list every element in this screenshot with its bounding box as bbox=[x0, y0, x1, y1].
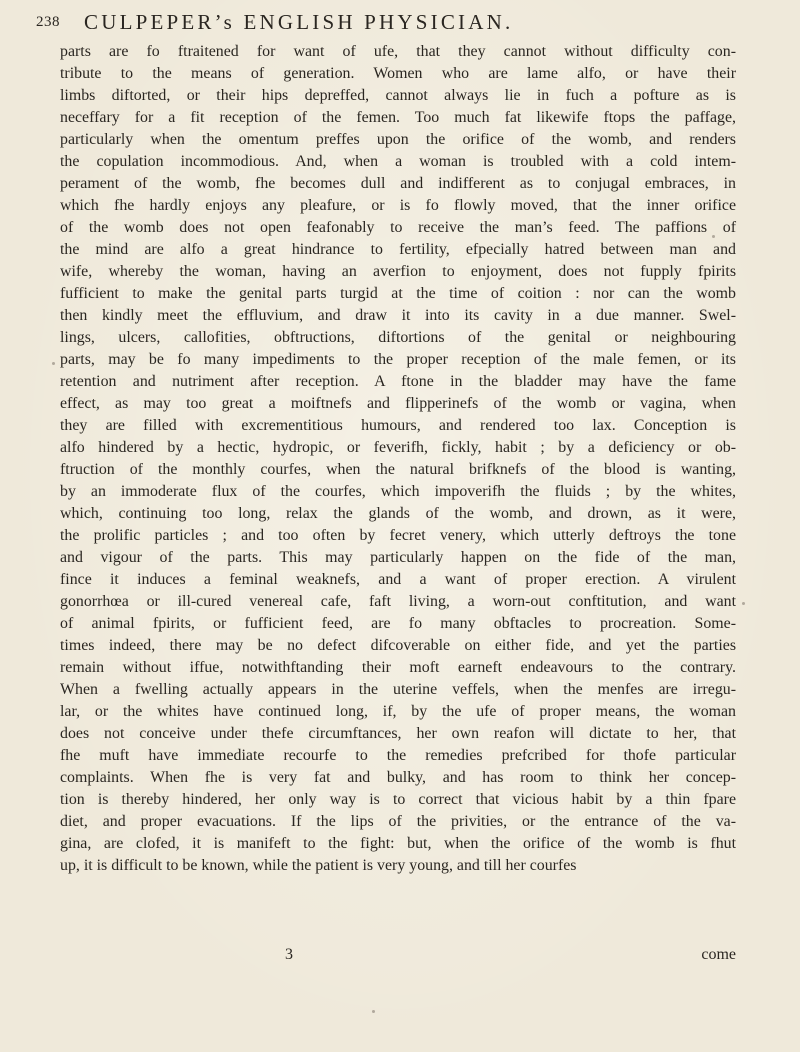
body-text bbox=[60, 41, 736, 877]
text-line: gonorrhœa or ill-cured venereal cafe, faft living, a worn-out conftitution, and want bbox=[60, 593, 736, 610]
text-line: and vigour of the parts. This may particularly happen on the fide of the man, bbox=[60, 549, 736, 566]
text-line: by an immoderate flux of the courfes, which impoverifh the fluids ; by the whites, bbox=[60, 483, 736, 500]
text-line: fhe muft have immediate recourfe to the remedies prefcribed for thofe particular bbox=[60, 747, 736, 764]
page-number: 238 bbox=[36, 14, 60, 30]
text-line: retention and nutriment after reception. A ftone in the bladder may have the fame bbox=[60, 373, 736, 390]
text-line: particularly when the omentum preffes upon the orifice of the womb, and renders bbox=[60, 131, 736, 148]
paper-speck bbox=[52, 362, 55, 365]
paper-speck bbox=[742, 602, 745, 605]
text-line: tribute to the means of generation. Women who are lame alfo, or have their bbox=[60, 65, 736, 82]
text-line: the copulation incommodious. And, when a woman is troubled with a cold intem- bbox=[60, 153, 736, 170]
text-line: the prolific particles ; and too often by fecret venery, which utterly deftroys the tone bbox=[60, 527, 736, 544]
text-line: which fhe hardly enjoys any pleafure, or is fo flowly moved, that the inner orifice bbox=[60, 197, 736, 214]
text-line: does not conceive under thefe circumftances, her own reafon will dictate to her, that bbox=[60, 725, 736, 742]
text-line: neceffary for a fit reception of the femen. Too much fat likewife ftops the paffage, bbox=[60, 109, 736, 126]
text-line: diet, and proper evacuations. If the lips of the privities, or the entrance of the va- bbox=[60, 813, 736, 830]
text-line: limbs diftorted, or their hips depreffed, cannot always lie in fuch a pofture as is bbox=[60, 87, 736, 104]
text-line: times indeed, there may be no defect difcoverable on either fide, and yet the parties bbox=[60, 637, 736, 654]
text-line: complaints. When fhe is very fat and bulky, and has room to think her concep- bbox=[60, 769, 736, 786]
text-line: tion is thereby hindered, her only way is to correct that vicious habit by a thin fpare bbox=[60, 791, 736, 808]
text-line: of the womb does not open feafonably to receive the man’s feed. The paffions of bbox=[60, 219, 736, 236]
text-line: gina, are clofed, it is manifeft to the fight: but, when the orifice of the womb is fhut bbox=[60, 835, 736, 852]
text-line: remain without iffue, notwithftanding their moft earneft endeavours to the contrary. bbox=[60, 659, 736, 676]
text-line: ftruction of the monthly courfes, when the natural brifknefs of the blood is wanting, bbox=[60, 461, 736, 478]
text-line: wife, whereby the woman, having an averfion to enjoyment, does not fupply fpirits bbox=[60, 263, 736, 280]
page-header bbox=[36, 10, 726, 36]
text-line: fufficient to make the genital parts turgid at the time of coition : nor can the womb bbox=[60, 285, 736, 302]
text-line: the mind are alfo a great hindrance to fertility, efpecially hatred between man and bbox=[60, 241, 736, 258]
text-line: then kindly meet the effluvium, and draw it into its cavity in a due manner. Swel- bbox=[60, 307, 736, 324]
paper-speck bbox=[372, 1010, 375, 1013]
paper-speck bbox=[712, 235, 715, 238]
signature-mark: 3 bbox=[285, 946, 293, 963]
text-line: parts, may be fo many impediments to the proper reception of the male femen, or its bbox=[60, 351, 736, 368]
text-line: fince it induces a feminal weaknefs, and a want of proper erection. A virulent bbox=[60, 571, 736, 588]
running-head: CULPEPER’s ENGLISH PHYSICIAN. bbox=[84, 10, 514, 34]
text-line: lings, ulcers, callofities, obftructions, diftortions of the genital or neighbouring bbox=[60, 329, 736, 346]
text-line: alfo hindered by a hectic, hydropic, or feverifh, fickly, habit ; by a deficiency or ob- bbox=[60, 439, 736, 456]
text-line: of animal fpirits, or fufficient feed, are fo many obftacles to procreation. Some- bbox=[60, 615, 736, 632]
text-line: When a fwelling actually appears in the uterine veffels, when the menfes are irregu- bbox=[60, 681, 736, 698]
text-line: perament of the womb, fhe becomes dull and indifferent as to conjugal embraces, in bbox=[60, 175, 736, 192]
text-line: parts are fo ftraitened for want of ufe, that they cannot without difficulty con- bbox=[60, 43, 736, 60]
text-line: lar, or the whites have continued long, if, by the ufe of proper means, the woman bbox=[60, 703, 736, 720]
text-line: they are filled with excrementitious humours, and rendered too lax. Conception is bbox=[60, 417, 736, 434]
text-line: effect, as may too great a moiftnefs and flipperinefs of the womb or vagina, when bbox=[60, 395, 736, 412]
page-footer bbox=[60, 946, 736, 970]
text-line: which, continuing too long, relax the glands of the womb, and drown, as it were, bbox=[60, 505, 736, 522]
text-line: up, it is difficult to be known, while the patient is very young, and till her courfes bbox=[60, 857, 577, 874]
catchword: come bbox=[701, 946, 736, 963]
